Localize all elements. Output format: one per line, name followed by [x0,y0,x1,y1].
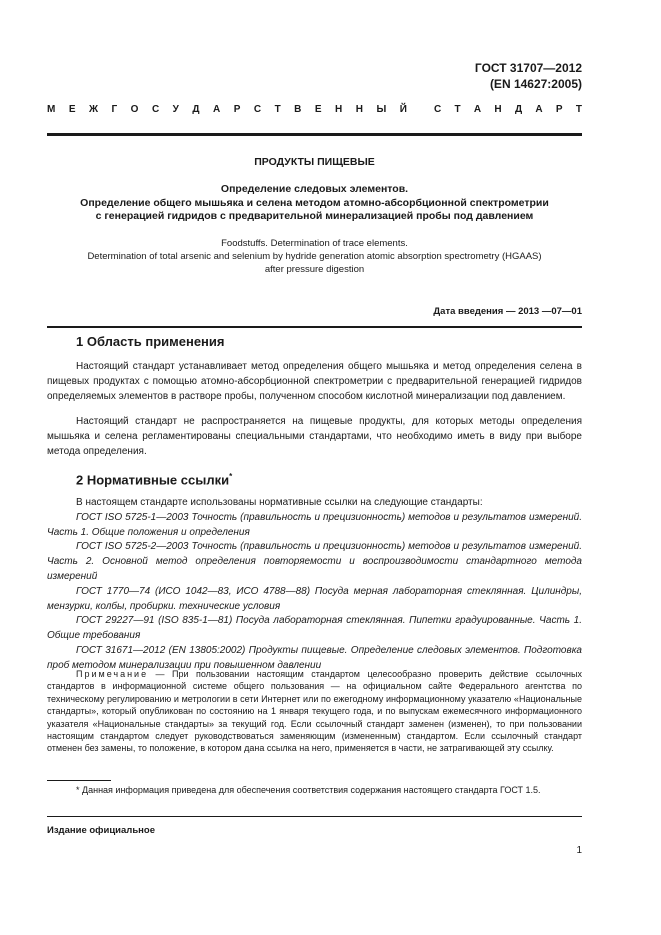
standard-number-block [475,60,582,92]
references-intro: В настоящем стандарте использованы нормативные ссылки на следующие стандарты: [76,497,483,508]
document-subtitle [47,183,582,224]
official-edition-label: Издание официальное [47,825,155,836]
banner-letter: Р [555,104,563,115]
banner-letter: Р [233,104,241,115]
reference-item: ГОСТ 29227—91 (ISO 835-1—81) Посуда лабораторная стеклянная. Пипетки градуированные. Часть 1. Общие требования [47,615,582,642]
title-rule [47,326,582,328]
footer-rule [47,816,582,817]
english-title [47,237,582,276]
header-rule [47,133,582,136]
english-title-line-2: Determination of total arsenic and selenium by hydride generation atomic absorption spectrometry (HGAAS) [87,251,542,262]
document-title: ПРОДУКТЫ ПИЩЕВЫЕ [254,156,375,168]
note-label: Примечание [76,669,149,679]
banner-letter: У [172,104,179,115]
en-standard-number: (EN 14627:2005) [489,77,582,91]
footnote-mark: * [229,472,233,481]
banner-letter: Ы [376,104,387,115]
english-title-line-3: after pressure digestion [264,264,365,275]
banner-letter: Е [314,104,322,115]
section-1-heading: 1 Область применения [76,334,225,349]
banner-letter: А [535,104,543,115]
banner-letter: Т [575,104,582,115]
banner-letter: А [212,104,221,115]
standard-number: ГОСТ 31707—2012 [474,61,582,75]
section-2-heading-text: 2 Нормативные ссылки [76,472,230,488]
subtitle-line-1: Определение следовых элементов. [220,183,409,195]
banner-letter: Й [399,104,407,115]
english-title-line-1: Foodstuffs. Determination of trace elements. [221,238,408,249]
banner-letter: Д [514,104,523,115]
references-note [47,668,582,755]
banner-letter: Е [68,104,76,115]
banner-letter: Т [454,104,461,115]
banner-letter: С [253,104,262,115]
reference-item: ГОСТ ISO 5725-2—2003 Точность (правильность и прецизионность) методов и результатов измерений. Часть 2. Основной метод определения повторяемости и воспроизводимости стандартного метода измерений [47,541,582,582]
banner-letter: М [47,104,56,115]
reference-item: ГОСТ 1770—74 (ИСО 1042—83, ИСО 4788—88) Посуда мерная лабораторная стеклянная. Цилиндры, мензурки, колбы, пробирки. технические условия [47,585,582,612]
section-2-heading [76,472,232,487]
subtitle-line-2: Определение общего мышьяка и селена методом атомно-абсорбционной спектрометрии [80,196,549,209]
banner-letter: Ж [88,104,99,115]
introduction-date: Дата введения — 2013 —07—01 [433,306,582,317]
banner-letter: Н [335,104,343,115]
standard-banner [47,104,582,115]
banner-letter: Н [355,104,363,115]
banner-letter: С [434,104,442,115]
banner-letter: Т [274,104,281,115]
subtitle-line-3: с генерацией гидридов с предварительной минерализацией пробы под давлением [95,210,534,222]
section-1-paragraph-1: Настоящий стандарт устанавливает метод определения общего мышьяка и метод определения селена в пищевых продуктах с помощью атомно-абсорбционной спектрометрии с предварительной генерацией гидридов определяемых элементов в растворе пробы, полученном способом кислотной минерализации под давлением. [47,361,582,402]
note-text: — При пользовании настоящим стандартом целесообразно проверить действие ссылочных стандартов в информационной системе общего пользования — на официальном сайте Федерального агентства по техническому регулированию и метрологии в сети Интернет или по ежегодному информационному указателю «Национальные стандарты», который опубликован по состоянию на 1 января текущего года, и по выпускам ежемесячного информационного указателя «Национальные стандарты» за текущий год. Если ссылочный стандарт заменен (изменен), то при пользовании настоящим стандартом следует руководствоваться заменяющим (измененным) стандартом. Если ссылочный стандарт отменен без замены, то положение, в котором дана ссылка на него, применяется в части, не затрагивающей эту ссылку. [47,669,582,754]
page-number: 1 [576,845,582,856]
banner-letter: Г [111,104,118,115]
section-1-paragraph-2: Настоящий стандарт не распространяется на пищевые продукты, для которых методы определения мышьяка и селена регламентированы специальными стандартами, что необходимо иметь в виду при выборе метода определения. [47,416,582,457]
footnote-text: * Данная информация приведена для обеспечения соответствия содержания настоящего стандарта ГОСТ 1.5. [76,785,541,795]
footnote-rule [47,780,111,781]
banner-right [434,104,582,115]
banner-letter: В [294,104,302,115]
banner-letter: Н [494,104,502,115]
banner-letter: С [151,104,160,115]
reference-item: ГОСТ ISO 5725-1—2003 Точность (правильность и прецизионность) методов и результатов измерений. Часть 1. Общие положения и определения [47,511,582,538]
reference-item: ГОСТ 31671—2012 (EN 13805:2002) Продукты пищевые. Определение следовых элементов. Подготовка проб методом минерализации при повышенном давлении [47,644,582,671]
banner-left [47,104,407,115]
banner-letter: Д [192,104,200,115]
banner-letter: О [130,104,139,115]
banner-letter: А [473,104,482,115]
normative-references [47,496,582,674]
